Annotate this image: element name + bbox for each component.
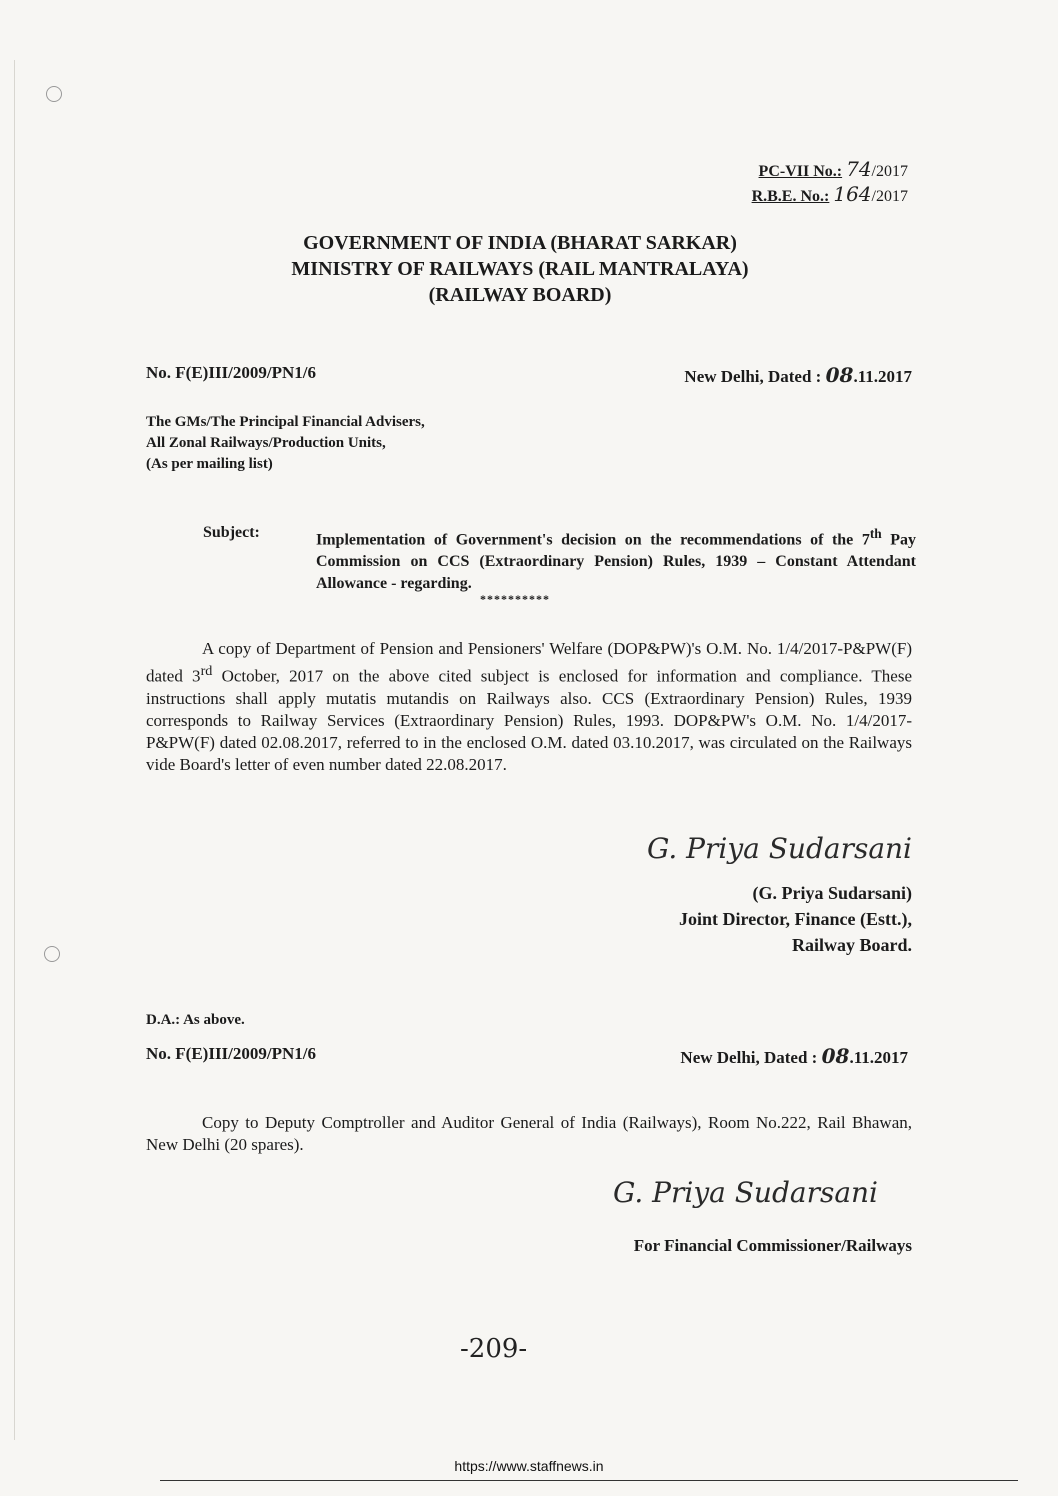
signature: G. Priya Sudarsani: [646, 832, 912, 865]
punch-hole: [46, 86, 62, 102]
punch-hole: [44, 946, 60, 962]
place-date: New Delhi, Dated : 08.11.2017: [684, 363, 912, 387]
letter-heading: GOVERNMENT OF INDIA (BHARAT SARKAR) MINISTRY OF RAILWAYS (RAIL MANTRALAYA) (RAILWAY BOARD): [291, 232, 749, 306]
page-number: -209-: [460, 1334, 528, 1364]
signatory-block: [679, 880, 912, 958]
copy-paragraph: Copy to Deputy Comptroller and Auditor General of India (Railways), Room No.222, Rail Bhawan, New Delhi (20 spares).: [146, 1113, 912, 1154]
footer-divider: [160, 1480, 1018, 1481]
copy-letter-number: No. F(E)III/2009/PN1/6: [146, 1044, 316, 1063]
handwritten-date-day: 08: [825, 363, 854, 387]
handwritten-pc-number: 74: [846, 157, 872, 181]
copy-signature: G. Priya Sudarsani: [612, 1176, 878, 1209]
subject-separator: **********: [480, 592, 550, 606]
handwritten-rbe-number: 164: [833, 182, 872, 206]
subject-text: Implementation of Government's decision on the recommendations of the 7th Pay Commission on CCS (Extraordinary Pension) Rules, 1939 – Constant Attendant Allowance - regarding.: [316, 526, 916, 593]
signatory-name: (G. Priya Sudarsani): [752, 883, 912, 903]
signatory-office: Railway Board.: [791, 935, 912, 955]
body-paragraph: A copy of Department of Pension and Pensioners' Welfare (DOP&PW)'s O.M. No. 1/4/2017-P&PW(F) dated 3rd October, 2017 on the above cited subject is enclosed for information and compliance. These instructions shall apply mutatis mutandis on Railways also. CCS (Extraordinary Pension) Rules, 1939 corresponds to Railway Services (Extraordinary Pension) Rules, 1993. DOP&PW's O.M. No. 1/4/2017-P&PW(F) dated 02.08.2017, referred to in the enclosed O.M. dated 03.10.2017, was circulated on the Railways vide Board's letter of even number dated 22.08.2017.: [146, 639, 912, 774]
reference-numbers: [752, 158, 908, 208]
signatory-designation: Joint Director, Finance (Estt.),: [679, 909, 912, 929]
handwritten-copy-date-day: 08: [821, 1044, 850, 1068]
for-financial-commissioner: For Financial Commissioner/Railways: [633, 1236, 912, 1255]
copy-place-date: New Delhi, Dated : 08.11.2017: [680, 1044, 908, 1068]
rbe-number: R.B.E. No.: 164/2017: [751, 182, 908, 206]
footer-url-link[interactable]: https://www.staffnews.in: [454, 1458, 604, 1474]
pc-vii-number: PC-VII No.: 74/2017: [758, 157, 908, 181]
enclosure-note: D.A.: As above.: [146, 1012, 245, 1028]
letter-number: No. F(E)III/2009/PN1/6: [146, 363, 316, 382]
subject-label: Subject:: [203, 524, 260, 541]
addressee: The GMs/The Principal Financial Advisers, All Zonal Railways/Production Units, (As per mailing list): [146, 414, 425, 472]
